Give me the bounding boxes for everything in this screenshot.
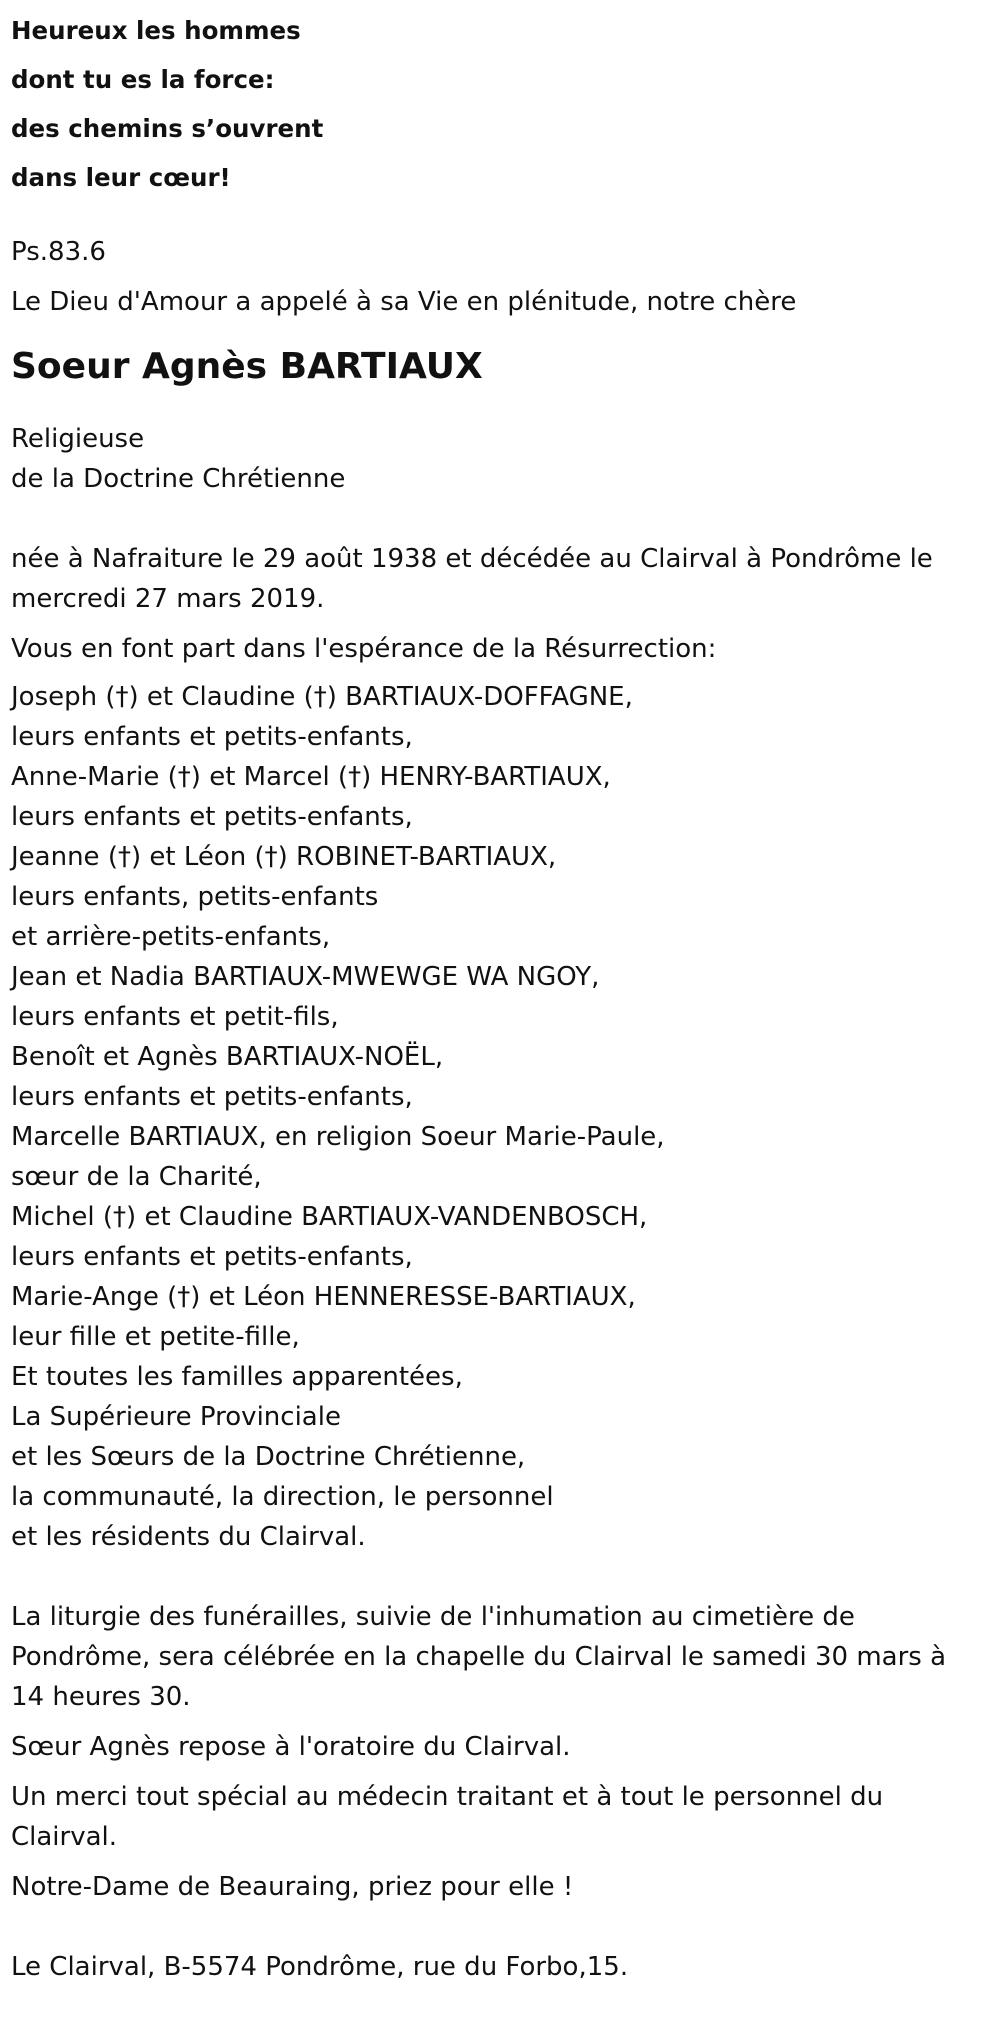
- repose-text: Sœur Agnès repose à l'oratoire du Clairval.: [11, 1732, 571, 1762]
- family-line: et les résidents du Clairval.: [11, 1522, 366, 1552]
- family-line: Marie-Ange (†) et Léon HENNERESSE-BARTIAUX,: [11, 1282, 636, 1312]
- verse-line: Heureux les hommes: [11, 16, 301, 45]
- family-line: leurs enfants et petit-fils,: [11, 1002, 339, 1032]
- family-line: Joseph (†) et Claudine (†) BARTIAUX-DOFFAGNE,: [11, 682, 633, 712]
- family-line: Marcelle BARTIAUX, en religion Soeur Marie-Paule,: [11, 1122, 665, 1152]
- verse-line: dont tu es la force:: [11, 65, 275, 94]
- family-line: Benoît et Agnès BARTIAUX-NOËL,: [11, 1042, 444, 1072]
- family-line: la communauté, la direction, le personnel: [11, 1482, 554, 1512]
- obituary-notice: [11, 0, 986, 1987]
- family-line: Jean et Nadia BARTIAUX-MWEWGE WA NGOY,: [11, 962, 600, 992]
- family-line: leurs enfants et petits-enfants,: [11, 802, 413, 832]
- role-line: de la Doctrine Chrétienne: [11, 464, 346, 494]
- prayer-text: Notre-Dame de Beauraing, priez pour elle !: [11, 1872, 574, 1902]
- family-line: et les Sœurs de la Doctrine Chrétienne,: [11, 1442, 526, 1472]
- bible-verse: [11, 6, 986, 202]
- religious-role: [11, 419, 986, 499]
- family-line: et arrière-petits-enfants,: [11, 922, 331, 952]
- verse-line: des chemins s’ouvrent: [11, 114, 324, 143]
- family-list: [11, 677, 986, 1557]
- family-line: leurs enfants et petits-enfants,: [11, 722, 413, 752]
- family-line: leur fille et petite-fille,: [11, 1322, 300, 1352]
- family-line: Michel (†) et Claudine BARTIAUX-VANDENBOSCH,: [11, 1202, 648, 1232]
- liturgy-text: La liturgie des funérailles, suivie de l'inhumation au cimetière de Pondrôme, sera célébrée en la chapelle du Clairval le samedi 30 mars à 14 heures 30.: [11, 1602, 947, 1712]
- family-line: leurs enfants et petits-enfants,: [11, 1242, 413, 1272]
- address-text: Le Clairval, B-5574 Pondrôme, rue du Forbo,15.: [11, 1952, 629, 1982]
- family-line: Anne-Marie (†) et Marcel (†) HENRY-BARTIAUX,: [11, 762, 611, 792]
- intro-text: Le Dieu d'Amour a appelé à sa Vie en plénitude, notre chère: [11, 287, 797, 317]
- family-line: La Supérieure Provinciale: [11, 1402, 341, 1432]
- psalm-reference: Ps.83.6: [11, 237, 106, 267]
- family-line: leurs enfants, petits-enfants: [11, 882, 379, 912]
- family-line: Et toutes les familles apparentées,: [11, 1362, 463, 1392]
- role-line: Religieuse: [11, 424, 145, 454]
- family-line: sœur de la Charité,: [11, 1162, 262, 1192]
- family-line: leurs enfants et petits-enfants,: [11, 1082, 413, 1112]
- birth-death-text: née à Nafraiture le 29 août 1938 et décédée au Clairval à Pondrôme le mercredi 27 mars 2019.: [11, 544, 933, 614]
- thanks-text: Un merci tout spécial au médecin traitant et à tout le personnel du Clairval.: [11, 1782, 884, 1852]
- announcement-text: Vous en font part dans l'espérance de la Résurrection:: [11, 634, 717, 664]
- verse-line: dans leur cœur!: [11, 163, 231, 192]
- deceased-name: Soeur Agnès BARTIAUX: [11, 346, 483, 387]
- family-line: Jeanne (†) et Léon (†) ROBINET-BARTIAUX,: [11, 842, 557, 872]
